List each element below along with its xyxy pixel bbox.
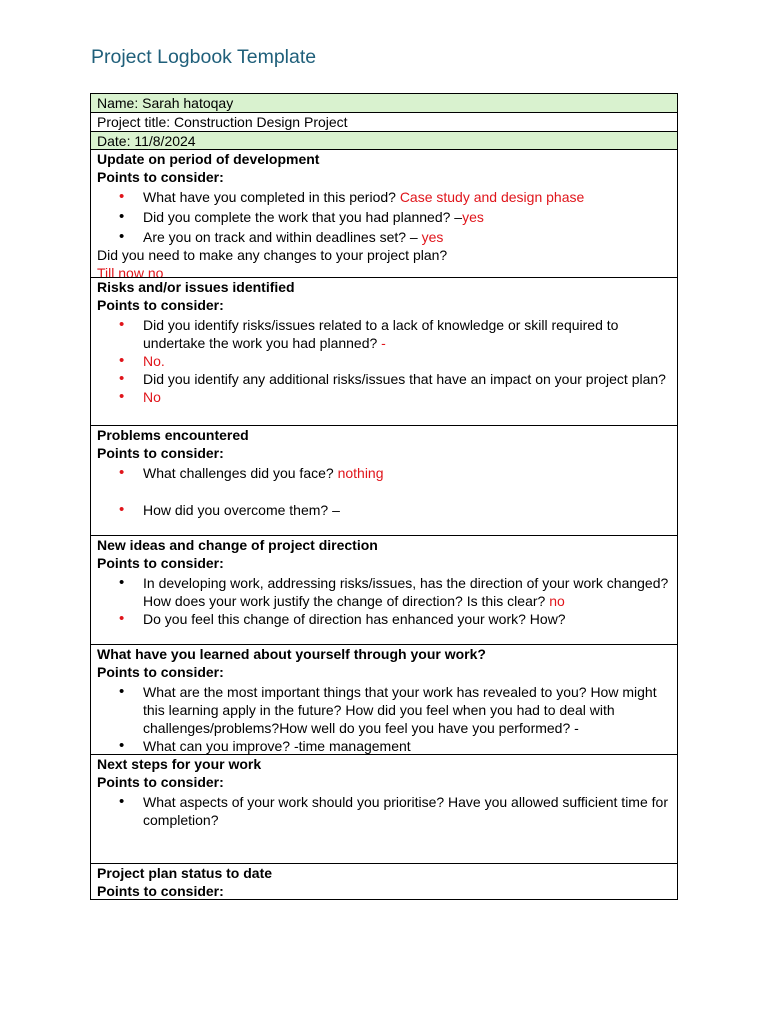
list-item [143, 208, 677, 226]
answer-text: Case study and design phase [399, 189, 585, 205]
update-plan-question: Did you need to make any changes to your project plan? [97, 247, 448, 263]
list-item [143, 316, 677, 352]
project-title-text: Project title: Construction Design Project [97, 114, 348, 130]
name-text: Name: Sarah hatoqay [97, 95, 234, 111]
question-text: Did you complete the work that you had planned? – [143, 209, 463, 225]
question-text: Did you identify any additional risks/issues that have an impact on your project plan? [143, 371, 666, 387]
question-text: In developing work, addressing risks/issues, has the direction of your work changed? How does your work justify the change of direction? Is this clear? [143, 575, 669, 609]
name-row [91, 94, 677, 112]
risks-heading: Risks and/or issues identified [97, 279, 295, 295]
update-section [91, 149, 677, 281]
answer-text: no [549, 593, 565, 609]
question-text: What aspects of your work should you prioritise? Have you allowed sufficient time for completion? [143, 794, 668, 828]
answer-text: nothing [337, 465, 384, 481]
list-item [143, 370, 677, 388]
ideas-list [97, 574, 677, 628]
ideas-section [91, 535, 677, 644]
document-title: Project Logbook Template [91, 46, 317, 68]
question-text: What are the most important things that your work has revealed to you? How might this learning apply in the future? How did you feel when you had to deal with challenges/problems?How well do you feel you have you performed? - [143, 684, 657, 736]
logbook-table [90, 93, 678, 900]
list-item [143, 188, 677, 206]
update-heading: Update on period of development [97, 151, 320, 167]
question-text: Do you feel this change of direction has enhanced your work? How? [143, 611, 566, 627]
next-heading: Next steps for your work [97, 756, 262, 772]
project-title-row [91, 112, 677, 131]
problems-section [91, 425, 677, 535]
next-steps-section [91, 754, 677, 863]
answer-text: No. [143, 353, 165, 369]
update-list [97, 188, 677, 246]
update-points-label: Points to consider: [97, 169, 224, 185]
status-heading: Project plan status to date [97, 865, 273, 881]
learned-points-label: Points to consider: [97, 664, 224, 680]
list-item [143, 683, 677, 737]
learned-list [97, 683, 677, 755]
answer-mark: - [381, 335, 386, 351]
question-text: What can you improve? -time management [143, 738, 411, 754]
answer-text: yes [421, 229, 444, 245]
list-item [143, 610, 677, 628]
learned-section [91, 644, 677, 754]
risks-points-label: Points to consider: [97, 297, 224, 313]
problems-heading: Problems encountered [97, 427, 249, 443]
list-item [143, 464, 677, 482]
next-points-label: Points to consider: [97, 774, 224, 790]
ideas-points-label: Points to consider: [97, 555, 224, 571]
question-text: What challenges did you face? [143, 465, 338, 481]
update-plan-answer: Till now no [97, 265, 164, 281]
question-text: How did you overcome them? – [143, 502, 340, 518]
list-item [143, 352, 677, 370]
status-section [91, 863, 677, 899]
learned-heading: What have you learned about yourself through your work? [97, 646, 486, 662]
list-item [143, 388, 677, 406]
risks-list [97, 316, 677, 406]
date-row [91, 131, 677, 149]
list-item [143, 501, 677, 519]
next-list [97, 793, 677, 829]
risks-section [91, 277, 677, 425]
question-text: Are you on track and within deadlines set? – [143, 229, 422, 245]
status-points-label: Points to consider: [97, 883, 224, 899]
question-text: What have you completed in this period? [143, 189, 400, 205]
problems-points-label: Points to consider: [97, 445, 224, 461]
ideas-heading: New ideas and change of project direction [97, 537, 378, 553]
answer-text: No [143, 389, 161, 405]
problems-list [97, 464, 677, 519]
list-item [143, 228, 677, 246]
list-item [143, 574, 677, 610]
list-item [143, 737, 677, 755]
question-text: Did you identify risks/issues related to a lack of knowledge or skill required to undertake the work you had planned? [143, 317, 619, 351]
answer-text: yes [462, 209, 484, 225]
list-item [143, 793, 677, 829]
date-text: Date: 11/8/2024 [97, 133, 196, 149]
